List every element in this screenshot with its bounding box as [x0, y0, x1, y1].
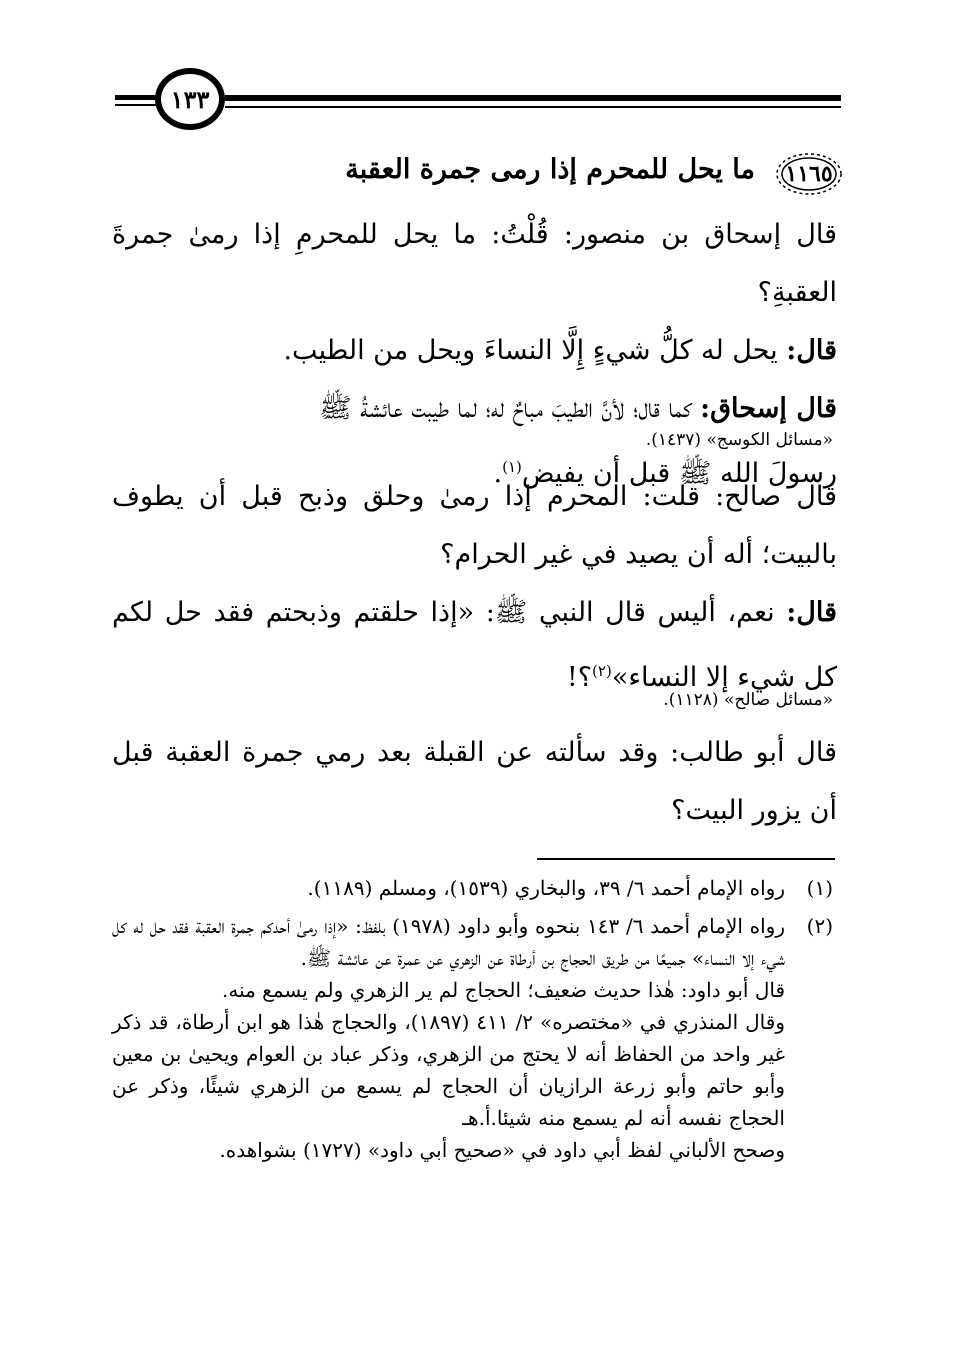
footnote-separator [537, 858, 835, 860]
footnote-text: قال أبو داود: هٰذا حديث ضعيف؛ الحجاج لم ير الزهري ولم يسمع منه. [222, 978, 785, 1002]
answer-line [112, 584, 837, 707]
footnote-text: رواه الإمام أحمد ٦/ ١٤٣ بنحوه وأبو داود (١٩٧٨) بلفظ: «إذا رمىٰ أحدكم جمرة العقبة فقد حل له كل شيء إلا النساء» جميعًا من طريق الحجاج بن أرطاة عن الزهري عن عمرة عن عائشة ﷺ. [112, 914, 785, 970]
paragraph-1-line-1: قال إسحاق بن منصور: قُلْتُ: ما يحل للمحرمِ إذا رمىٰ جمرةَ العقبةِ؟ [112, 219, 837, 308]
footnote-text: وصحح الألباني لفظ أبي داود في «صحيح أبي داود» (١٧٢٧) بشواهده. [219, 1138, 785, 1162]
footnote-number: (٢) [806, 914, 833, 938]
header-rule-thin [225, 106, 841, 108]
section-title: ما يحل للمحرم إذا رمى جمرة العقبة [345, 154, 755, 185]
source-citation-1: «مسائل الكوسج» (١٤٣٧). [645, 430, 833, 450]
speaker-label: قال إسحاق: [700, 393, 837, 424]
section-heading [230, 150, 845, 200]
page-number: ١٣٣ [155, 68, 225, 130]
speaker-label: قال: [786, 597, 837, 628]
answer-text: نعم، أليس قال النبي ﷺ: «إذا حلقتم وذبحتم فقد حل لكم كل شيء إلا النساء» [112, 597, 837, 693]
punctuation: . [493, 458, 503, 489]
footnote-ref-2: (٢) [592, 662, 612, 680]
paragraph-1 [112, 206, 837, 503]
footnote-text: رواه الإمام أحمد ٦/ ٣٩، والبخاري (١٥٣٩)، ومسلم (١١٨٩). [307, 876, 785, 900]
comment-text: كما قال؛ لأنَّ الطيبَ مباحٌ له؛ لما طيبت عائشةُ ﷺ [319, 393, 701, 424]
section-number: ١١٦٥ [785, 161, 833, 187]
comment-text-end: رسولَ الله ﷺ قبل أن يفيض [521, 458, 837, 489]
footnote-text: وقال المنذري في «مختصره» ٢/ ٤١١ (١٨٩٧)، والحجاج هٰذا هو ابن أرطاة، قد ذكر غير واحد من الحفاظ أنه لا يحتج من الزهري، وذكر عباد بن العوام ويحيىٰ بن معين وأبو حاتم وأبو زرعة الرازيان أن الحجاج لم يسمع من الزهري شيئًا، وذكر عن الحجاج نفسه أنه لم يسمع منه شيئا.أ.هـ [112, 1010, 785, 1130]
section-number-badge [773, 150, 845, 198]
footnote-2 [112, 910, 833, 1166]
header-rule-left-thin [115, 104, 160, 106]
header-rule [225, 95, 841, 101]
source-citation-2: «مسائل صالح» (١١٢٨). [663, 690, 833, 710]
answer-text: يحل له كلُّ شيءٍ إِلَّا النساءَ ويحل من الطيب. [283, 335, 787, 366]
question-text: قال صالح: قلت: المحرم إذا رمىٰ وحلق وذبح قبل أن يطوف بالبيت؛ أله أن يصيد في غير الحرام؟ [112, 481, 837, 570]
footnote-number: (١) [806, 876, 833, 900]
speaker-label: قال: [786, 335, 837, 366]
header-rule-left [115, 95, 160, 100]
footnote-1 [112, 872, 833, 904]
paragraph-1-line-2 [112, 322, 837, 380]
footnote-ref-1: (١) [502, 458, 522, 476]
punctuation: ؟! [566, 662, 593, 693]
paragraph-3 [112, 724, 837, 840]
paragraph-2 [112, 468, 837, 707]
question-text: قال أبو طالب: وقد سألته عن القبلة بعد رمي جمرة العقبة قبل أن يزور البيت؟ [112, 737, 837, 826]
